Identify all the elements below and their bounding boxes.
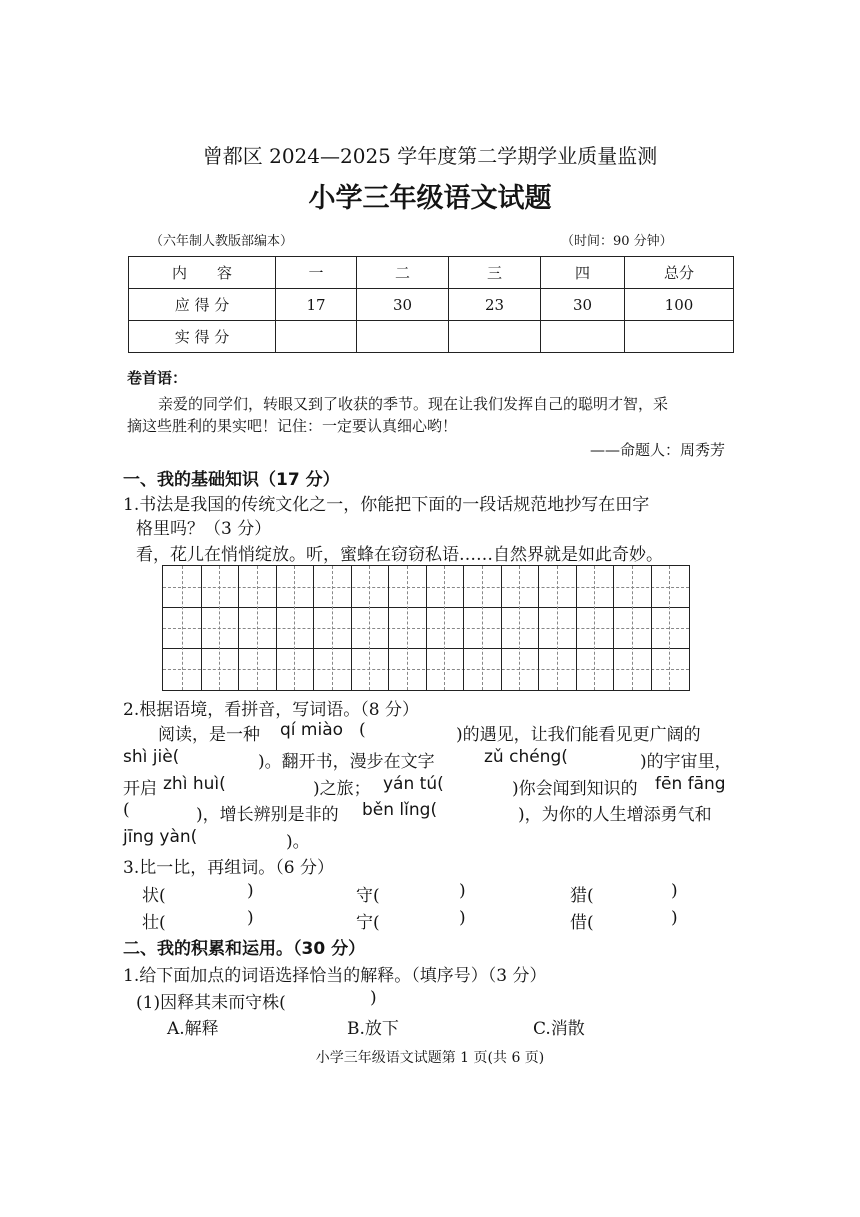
- grid-guide-line: [632, 566, 633, 690]
- score-cell: 17: [276, 289, 357, 321]
- grid-col-line: [201, 566, 202, 690]
- score-table-row: [129, 321, 734, 353]
- exam-title-line1: 曾都区 2024—2025 学年度第二学期学业质量监测: [202, 144, 658, 168]
- score-table: [128, 256, 734, 353]
- q2-text: )的宇宙里，: [640, 752, 732, 772]
- score-input-cell[interactable]: [541, 321, 625, 353]
- score-input-cell[interactable]: [449, 321, 541, 353]
- compare-blank-close[interactable]: ): [247, 908, 254, 928]
- grid-col-line: [313, 566, 314, 690]
- grid-guide-line: [294, 566, 295, 690]
- grid-guide-line: [669, 566, 670, 690]
- score-table-row: [129, 289, 734, 321]
- tianzige-grid[interactable]: [162, 565, 690, 691]
- q2-text: 开启: [123, 779, 157, 799]
- q2-text: )，为你的人生增添勇气和: [518, 805, 712, 825]
- q2-text: )你会闻到知识的: [512, 779, 638, 799]
- time-note: （时间：90 分钟）: [561, 234, 673, 249]
- pinyin: shì jiè(: [123, 747, 180, 767]
- grid-col-line: [388, 566, 389, 690]
- q2-text: )。翻开书，漫步在文字: [258, 752, 435, 772]
- grid-guide-line: [407, 566, 408, 690]
- compare-char: 状(: [142, 886, 166, 906]
- score-input-cell[interactable]: [357, 321, 449, 353]
- score-input-cell[interactable]: [625, 321, 734, 353]
- pinyin: fēn fāng: [655, 774, 726, 794]
- section1-heading: 一、我的基础知识（17 分）: [123, 470, 340, 490]
- q2-text: )之旅；: [313, 779, 371, 799]
- pinyin: qí miào: [280, 720, 344, 740]
- grid-guide-line: [594, 566, 595, 690]
- score-row-label: 实 得 分: [129, 321, 276, 353]
- preface-heading: 卷首语：: [127, 369, 188, 387]
- q1-line1: 1.书法是我国的传统文化之一，你能把下面的一段话规范地抄写在田字: [123, 495, 650, 515]
- edition-note: （六年制人教版部编本）: [150, 234, 294, 249]
- answer-blank-open[interactable]: (: [123, 800, 130, 820]
- pinyin: běn lǐng(: [362, 800, 438, 820]
- compare-blank-close[interactable]: ): [671, 908, 678, 928]
- option-b[interactable]: B.放下: [347, 1019, 399, 1039]
- q3-heading: 3.比一比，再组词。（6 分）: [123, 858, 334, 878]
- q2-text: )。: [286, 832, 310, 852]
- score-cell: 23: [449, 289, 541, 321]
- score-header-1: 一: [276, 257, 357, 289]
- compare-blank-close[interactable]: ): [247, 881, 254, 901]
- score-input-cell[interactable]: [276, 321, 357, 353]
- compare-char: 借(: [570, 913, 594, 933]
- q2-text: )，增长辨别是非的: [196, 805, 339, 825]
- score-header-total: 总分: [625, 257, 734, 289]
- q2-text: )的遇见，让我们能看见更广阔的: [456, 725, 701, 745]
- s2-q1-item: (1)因释其耒而守株(: [136, 993, 286, 1013]
- grid-guide-line: [182, 566, 183, 690]
- grid-col-line: [501, 566, 502, 690]
- grid-guide-line: [444, 566, 445, 690]
- q2-text: 阅读，是一种: [158, 725, 260, 745]
- grid-col-line: [538, 566, 539, 690]
- score-header-content: 内 容: [129, 257, 276, 289]
- compare-blank-close[interactable]: ): [671, 881, 678, 901]
- score-header-2: 二: [357, 257, 449, 289]
- s2-q1-heading: 1.给下面加点的词语选择恰当的解释。（填序号）（3 分）: [123, 966, 547, 986]
- compare-blank-close[interactable]: ): [459, 881, 466, 901]
- grid-guide-line: [369, 566, 370, 690]
- grid-col-line: [238, 566, 239, 690]
- compare-char: 猎(: [570, 886, 594, 906]
- section2-heading: 二、我的积累和运用。（30 分）: [123, 939, 366, 959]
- grid-guide-line: [219, 566, 220, 690]
- preface-signature: ——命题人：周秀芳: [590, 441, 726, 459]
- answer-blank-open[interactable]: (: [359, 720, 366, 740]
- pinyin: zǔ chéng(: [484, 747, 568, 767]
- compare-blank-close[interactable]: ): [459, 908, 466, 928]
- option-c[interactable]: C.消散: [533, 1019, 585, 1039]
- grid-col-line: [351, 566, 352, 690]
- grid-col-line: [651, 566, 652, 690]
- score-cell: 30: [541, 289, 625, 321]
- grid-col-line: [576, 566, 577, 690]
- score-header-3: 三: [449, 257, 541, 289]
- grid-guide-line: [257, 566, 258, 690]
- grid-guide-line: [557, 566, 558, 690]
- score-table-header-row: [129, 257, 734, 289]
- pinyin: zhì huì(: [163, 774, 226, 794]
- answer-blank-close[interactable]: ): [370, 988, 377, 1008]
- compare-char: 宁(: [356, 913, 380, 933]
- page-footer: 小学三年级语文试题第 1 页(共 6 页): [315, 1050, 545, 1066]
- preface-line1: 亲爱的同学们，转眼又到了收获的季节。现在让我们发挥自己的聪明才智，采: [158, 395, 669, 413]
- score-cell: 30: [357, 289, 449, 321]
- score-cell: 100: [625, 289, 734, 321]
- compare-char: 壮(: [142, 913, 166, 933]
- grid-col-line: [276, 566, 277, 690]
- pinyin: yán tú(: [383, 774, 444, 794]
- pinyin: jīng yàn(: [123, 827, 198, 847]
- preface-line2: 摘这些胜利的果实吧！记住：一定要认真细心哟！: [127, 417, 458, 435]
- grid-col-line: [613, 566, 614, 690]
- score-header-4: 四: [541, 257, 625, 289]
- q2-heading: 2.根据语境，看拼音，写词语。（8 分）: [123, 700, 419, 720]
- q1-sample-text: 看，花儿在悄悄绽放。听，蜜蜂在窃窃私语……自然界就是如此奇妙。: [136, 545, 663, 565]
- q1-line2: 格里吗？（3 分）: [136, 519, 272, 539]
- grid-guide-line: [482, 566, 483, 690]
- option-a[interactable]: A.解释: [167, 1019, 219, 1039]
- grid-col-line: [463, 566, 464, 690]
- grid-guide-line: [332, 566, 333, 690]
- grid-guide-line: [519, 566, 520, 690]
- compare-char: 守(: [356, 886, 380, 906]
- exam-title: 小学三年级语文试题: [308, 183, 552, 214]
- grid-col-line: [426, 566, 427, 690]
- score-row-label: 应 得 分: [129, 289, 276, 321]
